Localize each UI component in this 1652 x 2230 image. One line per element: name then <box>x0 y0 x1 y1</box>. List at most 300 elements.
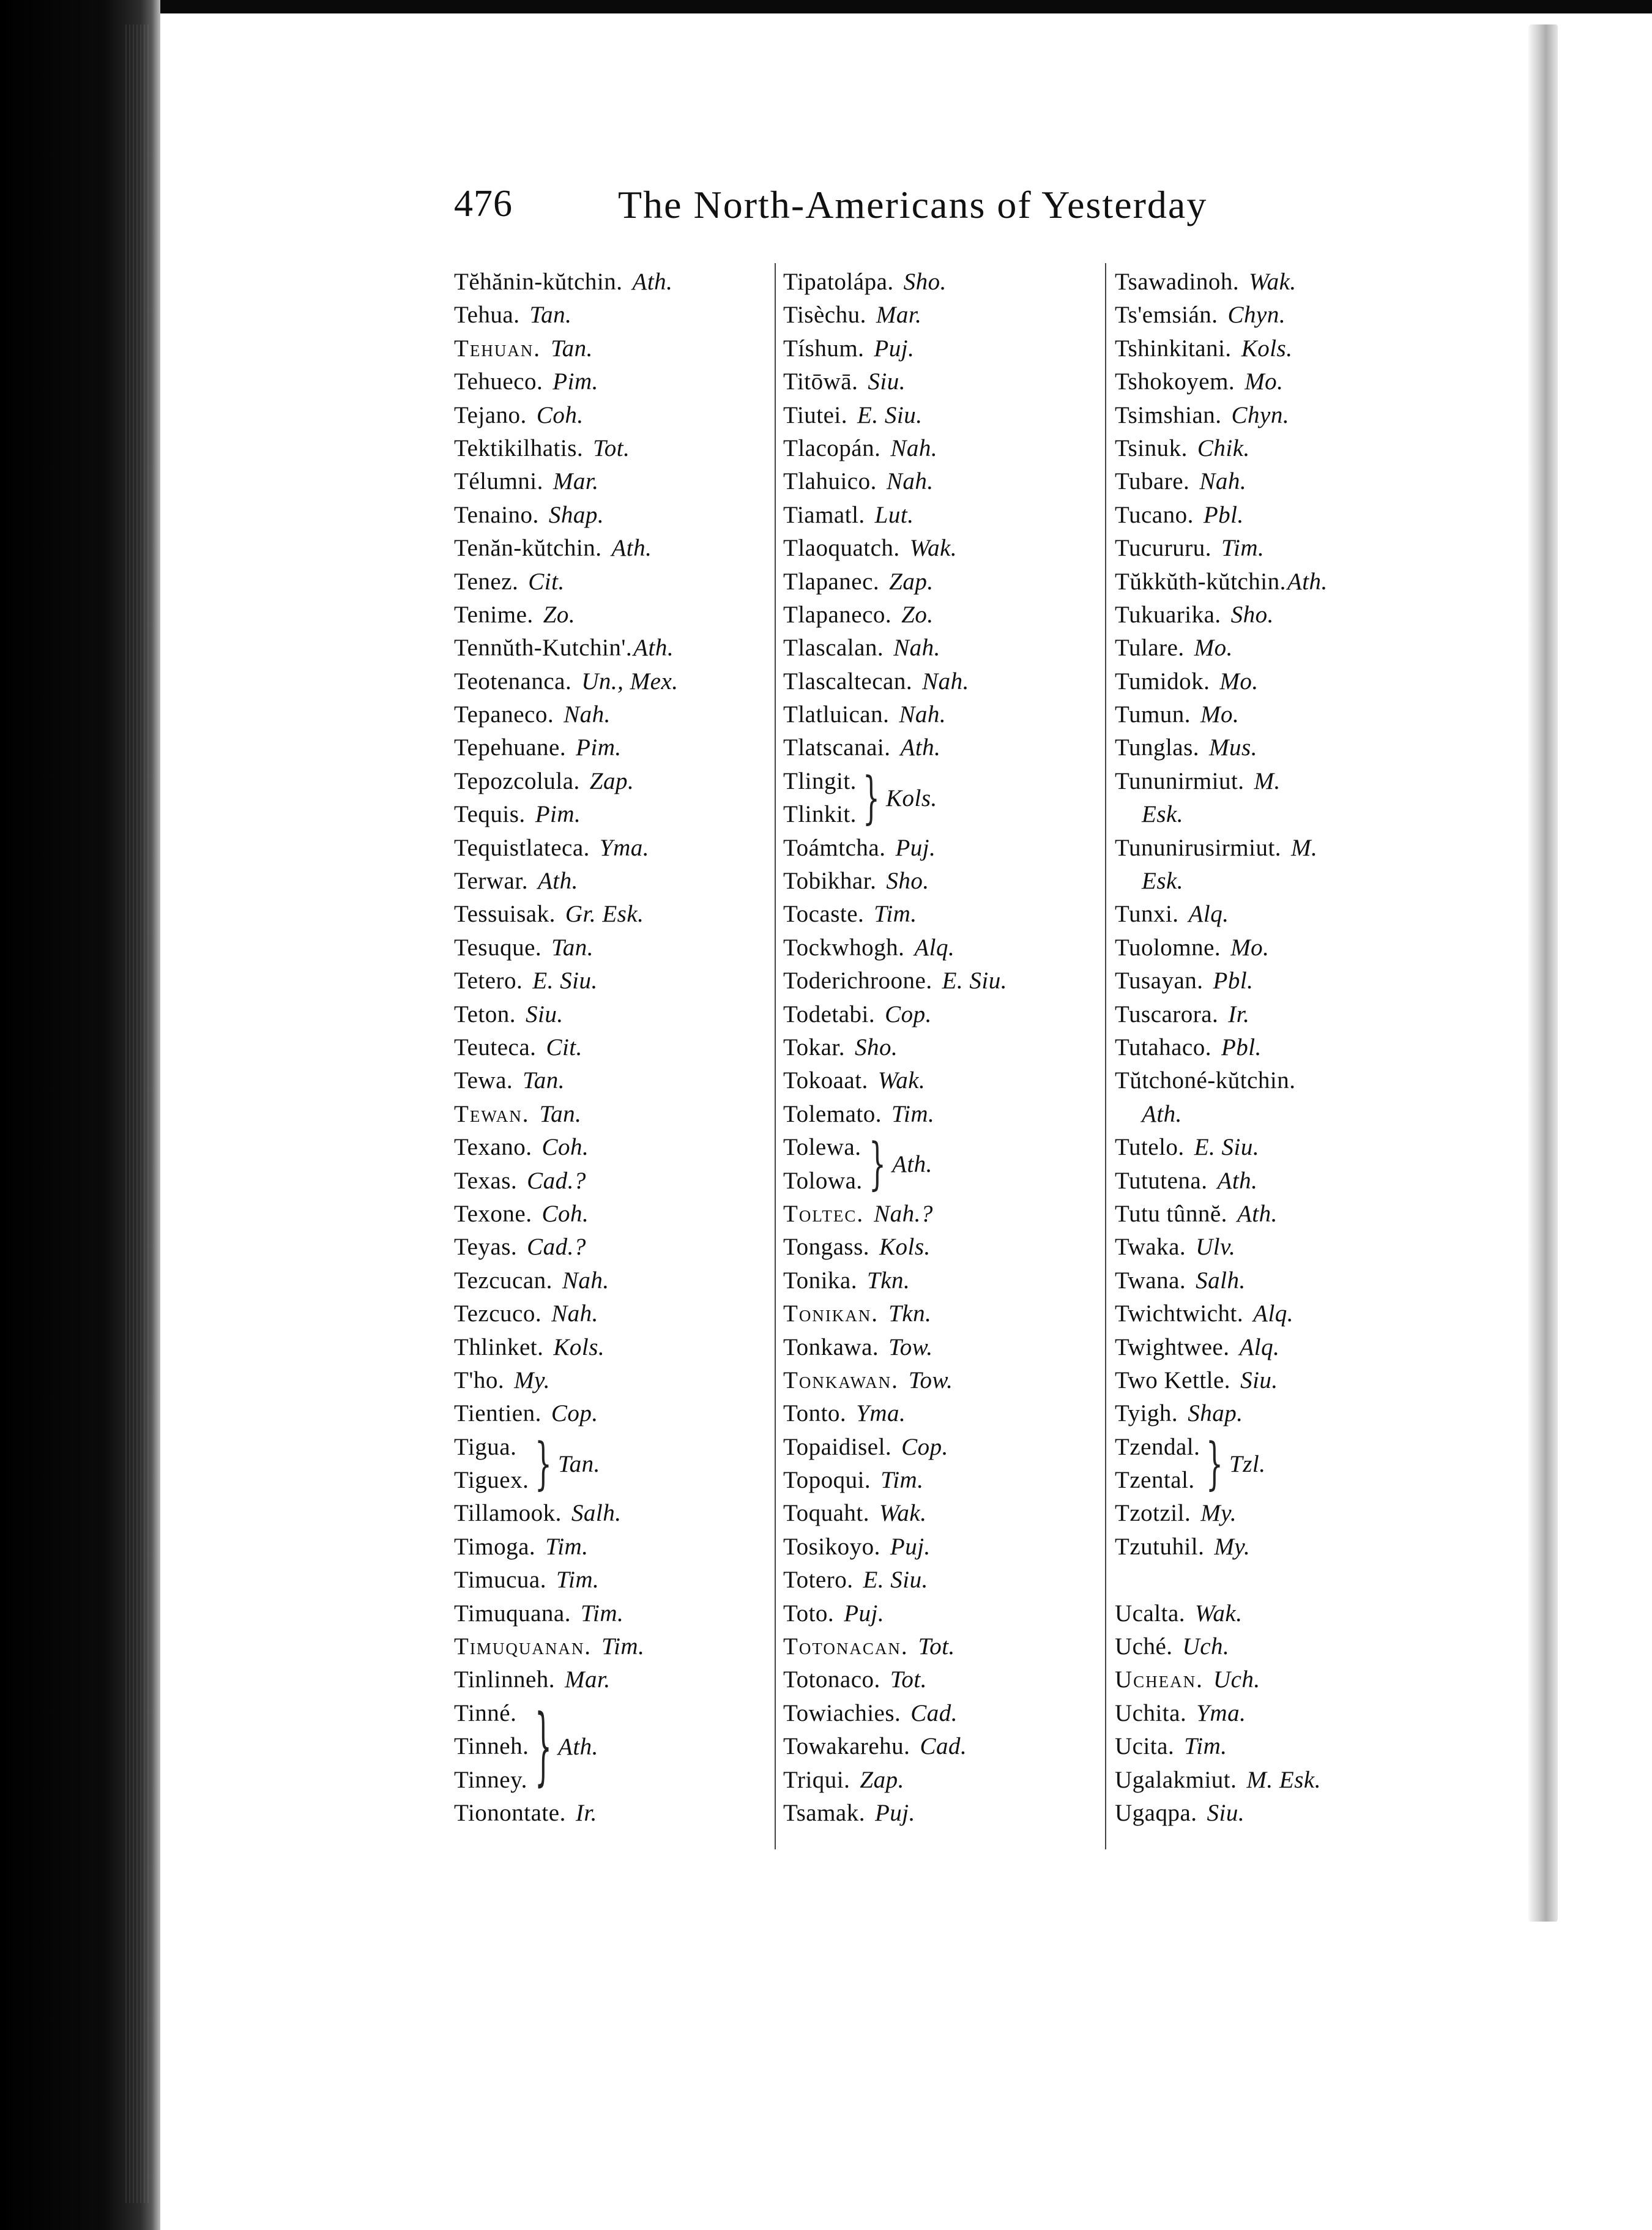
entry-name: Tutahaco. <box>1115 1034 1211 1061</box>
entry-name: Tulare. <box>1115 635 1185 662</box>
entry-abbreviation: Pim. <box>535 801 581 828</box>
entry-abbreviation: Mo. <box>1194 635 1233 662</box>
entry-abbreviation: Chyn. <box>1227 302 1286 329</box>
entry-name: Toquaht. <box>783 1500 869 1527</box>
entry-name: Tuscarora. <box>1115 1001 1219 1027</box>
index-entry <box>783 998 1103 1031</box>
entry-abbreviation: Cad.? <box>527 1167 586 1194</box>
entry-name: Tŭkkŭth-kŭtchin. <box>1115 568 1286 595</box>
group-bracket <box>863 765 937 832</box>
index-entry <box>1115 1630 1433 1663</box>
entry-name: Tlascalan. <box>783 635 884 662</box>
index-entry <box>454 1597 773 1630</box>
entry-name: Twaka. <box>1115 1234 1186 1261</box>
index-entry <box>454 399 773 432</box>
entry-name: Tununirusirmiut. <box>1115 834 1282 861</box>
entry-name: Tsinuk. <box>1115 434 1188 461</box>
index-entry <box>783 798 1103 831</box>
entry-abbreviation: Siu. <box>526 1001 564 1027</box>
entry-abbreviation: Pbl. <box>1213 968 1254 994</box>
entry-name: Tokoaat. <box>783 1067 868 1094</box>
entry-abbreviation: Cop. <box>551 1400 598 1427</box>
entry-abbreviation: E. Siu. <box>863 1567 928 1594</box>
entry-name: Ugalakmiut. <box>1115 1766 1237 1793</box>
entry-abbreviation: Mo. <box>1200 701 1240 728</box>
entry-name: Tehuan. <box>454 335 541 362</box>
entry-abbreviation: Shap. <box>1188 1400 1243 1427</box>
brace-icon: } <box>1206 1431 1223 1497</box>
entry-abbreviation: Pbl. <box>1221 1034 1262 1061</box>
index-entry <box>1115 599 1433 632</box>
entry-name: Topoqui. <box>783 1467 871 1494</box>
index-entry <box>783 1031 1103 1064</box>
entry-abbreviation: Tim. <box>581 1600 624 1627</box>
bracket-abbreviation: Tan. <box>558 1450 600 1477</box>
entry-abbreviation: Zap. <box>889 568 934 595</box>
entry-name: Tlingit. <box>783 767 857 794</box>
entry-name: Tetero. <box>454 968 523 994</box>
entry-name: Texano. <box>454 1134 532 1161</box>
entry-abbreviation: Chik. <box>1197 434 1250 461</box>
entry-abbreviation: Ath. <box>1287 568 1328 595</box>
entry-abbreviation: Esk. <box>1142 868 1184 895</box>
entry-abbreviation: Zap. <box>589 767 634 794</box>
entry-abbreviation: Wak. <box>877 1067 926 1094</box>
entry-abbreviation: E. Siu. <box>942 968 1008 994</box>
entry-abbreviation: Cad. <box>920 1733 967 1760</box>
entry-name: Tolewa. <box>783 1134 861 1161</box>
entry-abbreviation: E. Siu. <box>532 968 598 994</box>
entry-abbreviation: Un., Mex. <box>581 668 679 695</box>
entry-name: Tutu tûnnĕ. <box>1115 1200 1227 1227</box>
entry-abbreviation: Uch. <box>1182 1633 1230 1660</box>
index-entry <box>1115 532 1433 565</box>
group-bracket <box>535 1431 600 1497</box>
entry-abbreviation: Nah. <box>886 468 934 495</box>
index-entry <box>1115 865 1433 898</box>
index-entry <box>1115 1131 1433 1164</box>
index-entry <box>454 665 773 698</box>
entry-name: Tiguex. <box>454 1467 529 1494</box>
index-entry <box>1115 832 1433 865</box>
entry-name: Teton. <box>454 1001 516 1027</box>
entry-name: Tennŭth-Kutchin'. <box>454 635 633 662</box>
entry-abbreviation: Mo. <box>1230 934 1270 961</box>
entry-abbreviation: Ath. <box>1237 1200 1278 1227</box>
entry-name: Tlascaltecan. <box>783 668 913 695</box>
entry-name: Ugaqpa. <box>1115 1799 1197 1826</box>
bracket-abbreviation: Ath. <box>892 1151 932 1178</box>
index-entry <box>454 1231 773 1264</box>
index-entry <box>454 266 773 299</box>
entry-name: Tyigh. <box>1115 1400 1178 1427</box>
entry-abbreviation: Gr. Esk. <box>565 901 644 928</box>
index-entry <box>454 632 773 665</box>
entry-abbreviation: Cit. <box>546 1034 582 1061</box>
index-entry <box>454 1331 773 1364</box>
entry-name: Tokar. <box>783 1034 845 1061</box>
entry-abbreviation: Lut. <box>874 501 914 528</box>
entry-abbreviation: Kols. <box>1241 335 1293 362</box>
entry-abbreviation: Nah. <box>551 1300 598 1327</box>
entry-name: Tinné. <box>454 1699 517 1726</box>
index-entry <box>783 1663 1103 1696</box>
next-page-edge <box>1528 24 1558 1922</box>
index-entry <box>1115 1730 1433 1763</box>
entry-name: Timoga. <box>454 1533 536 1560</box>
entry-abbreviation: Yma. <box>1196 1699 1246 1726</box>
index-entry <box>1115 698 1433 731</box>
entry-name: Tehueco. <box>454 368 543 395</box>
index-entry <box>783 1064 1103 1097</box>
entry-name: Tequistlateca. <box>454 834 590 861</box>
entry-name: Tĕhănin-kŭtchin. <box>454 269 623 295</box>
running-title: The North-Americans of Yesterday <box>618 183 1208 226</box>
entry-abbreviation: Tow. <box>888 1333 933 1360</box>
entry-name: Tisèchu. <box>783 302 866 329</box>
index-entry <box>783 299 1103 332</box>
index-entry <box>1115 931 1433 964</box>
index-entry <box>1115 1331 1433 1364</box>
index-entry <box>783 599 1103 632</box>
entry-name: Tinneh. <box>454 1733 529 1760</box>
entry-abbreviation: Mus. <box>1209 734 1257 761</box>
entry-abbreviation: Puj. <box>874 335 915 362</box>
index-entry <box>454 1131 773 1164</box>
entry-name: Teyas. <box>454 1234 518 1261</box>
entry-name: Toámtcha. <box>783 834 886 861</box>
entry-name: Uchita. <box>1115 1699 1187 1726</box>
index-entry <box>783 1165 1103 1198</box>
index-entry <box>454 1697 773 1730</box>
entry-abbreviation: Sho. <box>886 868 929 895</box>
entry-name: Tununirmiut. <box>1115 767 1245 794</box>
index-entry <box>454 432 773 465</box>
entry-abbreviation: Tkn. <box>888 1300 932 1327</box>
column-rule <box>775 263 776 1849</box>
index-entry <box>783 1231 1103 1264</box>
entry-name: Tipatolápa. <box>783 269 894 295</box>
index-entry <box>1115 1531 1433 1564</box>
entry-name: T'ho. <box>454 1367 505 1393</box>
entry-abbreviation: E. Siu. <box>857 401 923 428</box>
index-column-1 <box>454 266 773 1830</box>
index-entry <box>454 698 773 731</box>
index-entry <box>783 1564 1103 1597</box>
entry-name: Tehua. <box>454 302 520 329</box>
entry-name: Tsamak. <box>783 1799 865 1826</box>
index-entry <box>454 898 773 931</box>
index-entry <box>1115 798 1433 831</box>
index-entry <box>454 731 773 764</box>
entry-abbreviation: Uch. <box>1213 1666 1260 1693</box>
entry-name: Tonika. <box>783 1267 857 1294</box>
entry-name: Tusayan. <box>1115 968 1204 994</box>
index-entry <box>1115 1797 1433 1830</box>
entry-name: Tlaoquatch. <box>783 535 900 562</box>
group-bracket <box>869 1131 932 1198</box>
index-entry <box>1115 998 1433 1031</box>
index-entry <box>454 998 773 1031</box>
entry-name: Timuquanan. <box>454 1633 592 1660</box>
entry-name: Tenaino. <box>454 501 539 528</box>
entry-abbreviation: My. <box>1214 1533 1251 1560</box>
index-entry <box>783 1431 1103 1464</box>
entry-name: Ucita. <box>1115 1733 1175 1760</box>
entry-name: Tlapanec. <box>783 568 880 595</box>
entry-name: Ts'emsián. <box>1115 302 1218 329</box>
entry-abbreviation: Tim. <box>545 1533 589 1560</box>
index-entry <box>454 1264 773 1297</box>
index-entry <box>454 931 773 964</box>
index-entry <box>454 465 773 498</box>
entry-name: Tewa. <box>454 1067 513 1094</box>
index-entry <box>454 1464 773 1497</box>
entry-abbreviation: Tim. <box>1184 1733 1227 1760</box>
index-entry <box>454 1630 773 1663</box>
entry-abbreviation: Nah. <box>893 635 940 662</box>
entry-name: Tlahuico. <box>783 468 877 495</box>
entry-name: Tzutuhil. <box>1115 1533 1205 1560</box>
entry-name: Tzendal. <box>1115 1433 1200 1460</box>
entry-name: Tinlinneh. <box>454 1666 556 1693</box>
entry-name: Timuquana. <box>454 1600 571 1627</box>
index-entry <box>783 832 1103 865</box>
entry-abbreviation: Tan. <box>551 934 594 961</box>
entry-abbreviation: Wak. <box>1249 269 1297 295</box>
index-entry <box>783 665 1103 698</box>
entry-name: Tektikilhatis. <box>454 434 584 461</box>
entry-name: Télumni. <box>454 468 543 495</box>
brace-icon: } <box>863 766 880 831</box>
entry-name: Tonkawa. <box>783 1333 879 1360</box>
entry-name: Tíshum. <box>783 335 865 362</box>
index-entry <box>1115 499 1433 532</box>
entry-abbreviation: Tot. <box>918 1633 955 1660</box>
entry-name: Tepehuane. <box>454 734 567 761</box>
entry-name: Tockwhogh. <box>783 934 905 961</box>
entry-abbreviation: My. <box>514 1367 551 1393</box>
index-entry <box>454 765 773 798</box>
entry-name: Tucano. <box>1115 501 1194 528</box>
entry-name: Tunglas. <box>1115 734 1200 761</box>
entry-abbreviation: Kols. <box>879 1234 931 1261</box>
index-entry <box>1115 299 1433 332</box>
entry-abbreviation: Coh. <box>541 1134 589 1161</box>
entry-name: Tewan. <box>454 1100 530 1127</box>
entry-abbreviation: Shap. <box>548 501 605 528</box>
entry-name: Tutelo. <box>1115 1134 1185 1161</box>
index-entry <box>454 365 773 398</box>
entry-name: Tlacopán. <box>783 434 881 461</box>
entry-abbreviation: Tim. <box>891 1100 935 1127</box>
entry-abbreviation: Sho. <box>855 1034 898 1061</box>
entry-name: Texas. <box>454 1167 518 1194</box>
index-entry <box>454 1397 773 1430</box>
entry-abbreviation: Cop. <box>885 1001 932 1027</box>
entry-name: Tucururu. <box>1115 535 1211 562</box>
entry-name: Tosikoyo. <box>783 1533 880 1560</box>
index-entry <box>1115 1031 1433 1064</box>
entry-name: Tshokoyem. <box>1115 368 1235 395</box>
running-header <box>454 182 1262 231</box>
entry-name: Tsawadinoh. <box>1115 269 1240 295</box>
entry-name: Teotenanca. <box>454 668 572 695</box>
entry-name: Totonacan. <box>783 1633 909 1660</box>
index-entry <box>1115 964 1433 998</box>
entry-abbreviation: Ath. <box>1217 1167 1258 1194</box>
index-entry <box>783 765 1103 798</box>
entry-abbreviation: Salh. <box>1196 1267 1246 1294</box>
index-entry <box>783 365 1103 398</box>
entry-abbreviation: Yma. <box>599 834 650 861</box>
index-entry <box>1115 1397 1433 1430</box>
index-entry <box>1115 1064 1433 1097</box>
index-entry <box>1115 365 1433 398</box>
entry-name: Tillamook. <box>454 1500 562 1527</box>
index-entry <box>783 1098 1103 1131</box>
entry-name: Topaidisel. <box>783 1433 892 1460</box>
entry-abbreviation: Puj. <box>844 1600 885 1627</box>
section-gap <box>1115 1564 1433 1597</box>
entry-name: Terwar. <box>454 868 528 895</box>
index-entry <box>783 465 1103 498</box>
index-entry <box>1115 565 1433 599</box>
entry-abbreviation: Tan. <box>551 335 593 362</box>
bracket-abbreviation: Kols. <box>886 785 937 811</box>
entry-abbreviation: E. Siu. <box>1194 1134 1260 1161</box>
index-entry <box>783 1297 1103 1330</box>
index-entry <box>783 499 1103 532</box>
index-entry <box>783 1264 1103 1297</box>
entry-name: Tiamatl. <box>783 501 865 528</box>
index-entry <box>454 1165 773 1198</box>
entry-name: Tientien. <box>454 1400 541 1427</box>
entry-abbreviation: Tan. <box>529 302 572 329</box>
entry-abbreviation: Cad. <box>910 1699 958 1726</box>
entry-name: Tukuarika. <box>1115 601 1221 628</box>
entry-abbreviation: Mar. <box>565 1666 611 1693</box>
index-entry <box>1115 765 1433 798</box>
entry-name: Tonkawan. <box>783 1367 899 1393</box>
entry-abbreviation: Nah.? <box>874 1200 933 1227</box>
entry-abbreviation: Salh. <box>571 1500 622 1527</box>
index-entry <box>454 832 773 865</box>
entry-abbreviation: Tim. <box>556 1567 600 1594</box>
entry-name: Tŭtchoné-kŭtchin. <box>1115 1067 1296 1094</box>
index-entry <box>783 1131 1103 1164</box>
entry-name: Triqui. <box>783 1766 850 1793</box>
entry-name: Tututena. <box>1115 1167 1208 1194</box>
entry-name: Tlapaneco. <box>783 601 892 628</box>
entry-name: Tongass. <box>783 1234 870 1261</box>
entry-name: Twightwee. <box>1115 1333 1230 1360</box>
entry-name: Tlatscanai. <box>783 734 891 761</box>
entry-name: Twichtwicht. <box>1115 1300 1244 1327</box>
index-entry <box>454 1297 773 1330</box>
entry-name: Tequis. <box>454 801 526 828</box>
index-entry <box>1115 1297 1433 1330</box>
entry-abbreviation: Puj. <box>890 1533 931 1560</box>
index-column-3 <box>1115 266 1433 1830</box>
index-entry <box>454 1663 773 1696</box>
entry-abbreviation: Ir. <box>575 1799 597 1826</box>
column-rule <box>1105 263 1106 1849</box>
index-entry <box>1115 1165 1433 1198</box>
entry-name: Toltec. <box>783 1200 865 1227</box>
entry-abbreviation: Puj. <box>895 834 936 861</box>
entry-name: Tobikhar. <box>783 868 877 895</box>
entry-abbreviation: Ath. <box>632 269 673 295</box>
index-entry <box>454 1064 773 1097</box>
index-entry <box>1115 1198 1433 1231</box>
index-entry <box>783 1730 1103 1763</box>
entry-abbreviation: Wak. <box>879 1500 927 1527</box>
index-entry <box>783 931 1103 964</box>
entry-abbreviation: Ir. <box>1228 1001 1250 1027</box>
entry-abbreviation: Tim. <box>1221 535 1265 562</box>
index-entry <box>1115 1663 1433 1696</box>
index-entry <box>783 1397 1103 1430</box>
entry-name: Tonikan. <box>783 1300 879 1327</box>
entry-name: Toderichroone. <box>783 968 932 994</box>
entry-name: Tzotzil. <box>1115 1500 1191 1527</box>
index-entry <box>454 1730 773 1763</box>
entry-abbreviation: Ath. <box>900 734 941 761</box>
entry-abbreviation: Mar. <box>876 302 922 329</box>
entry-name: Tinney. <box>454 1766 527 1793</box>
entry-name: Tonto. <box>783 1400 847 1427</box>
group-bracket <box>535 1697 598 1797</box>
index-entry <box>1115 1431 1433 1464</box>
index-entry <box>1115 1697 1433 1730</box>
entry-abbreviation: Zap. <box>860 1766 904 1793</box>
entry-abbreviation: Ath. <box>633 635 674 662</box>
index-entry <box>1115 1497 1433 1530</box>
entry-abbreviation: Ulv. <box>1196 1234 1236 1261</box>
entry-name: Tsimshian. <box>1115 401 1222 428</box>
index-entry <box>454 1564 773 1597</box>
entry-abbreviation: Wak. <box>909 535 958 562</box>
entry-name: Two Kettle. <box>1115 1367 1231 1393</box>
index-entry <box>1115 399 1433 432</box>
page-stack-edge <box>125 24 150 2203</box>
entry-name: Tubare. <box>1115 468 1190 495</box>
entry-abbreviation: My. <box>1200 1500 1237 1527</box>
index-entry <box>783 698 1103 731</box>
entry-name: Tiutei. <box>783 401 848 428</box>
group-bracket <box>1206 1431 1265 1497</box>
entry-abbreviation: Ath. <box>611 535 652 562</box>
index-entry <box>783 1764 1103 1797</box>
index-entry <box>783 1531 1103 1564</box>
entry-abbreviation: Tan. <box>523 1067 565 1094</box>
entry-abbreviation: Nah. <box>890 434 938 461</box>
index-entry <box>454 532 773 565</box>
index-entry <box>1115 465 1433 498</box>
entry-name: Tessuisak. <box>454 901 556 928</box>
index-entry <box>783 399 1103 432</box>
index-entry <box>1115 665 1433 698</box>
index-entry <box>1115 731 1433 764</box>
index-entry <box>1115 266 1433 299</box>
entry-name: Towakarehu. <box>783 1733 910 1760</box>
entry-name: Tocaste. <box>783 901 865 928</box>
entry-abbreviation: M. <box>1291 834 1318 861</box>
entry-abbreviation: Tim. <box>874 901 917 928</box>
entry-name: Totero. <box>783 1567 854 1594</box>
entry-name: Tenez. <box>454 568 519 595</box>
